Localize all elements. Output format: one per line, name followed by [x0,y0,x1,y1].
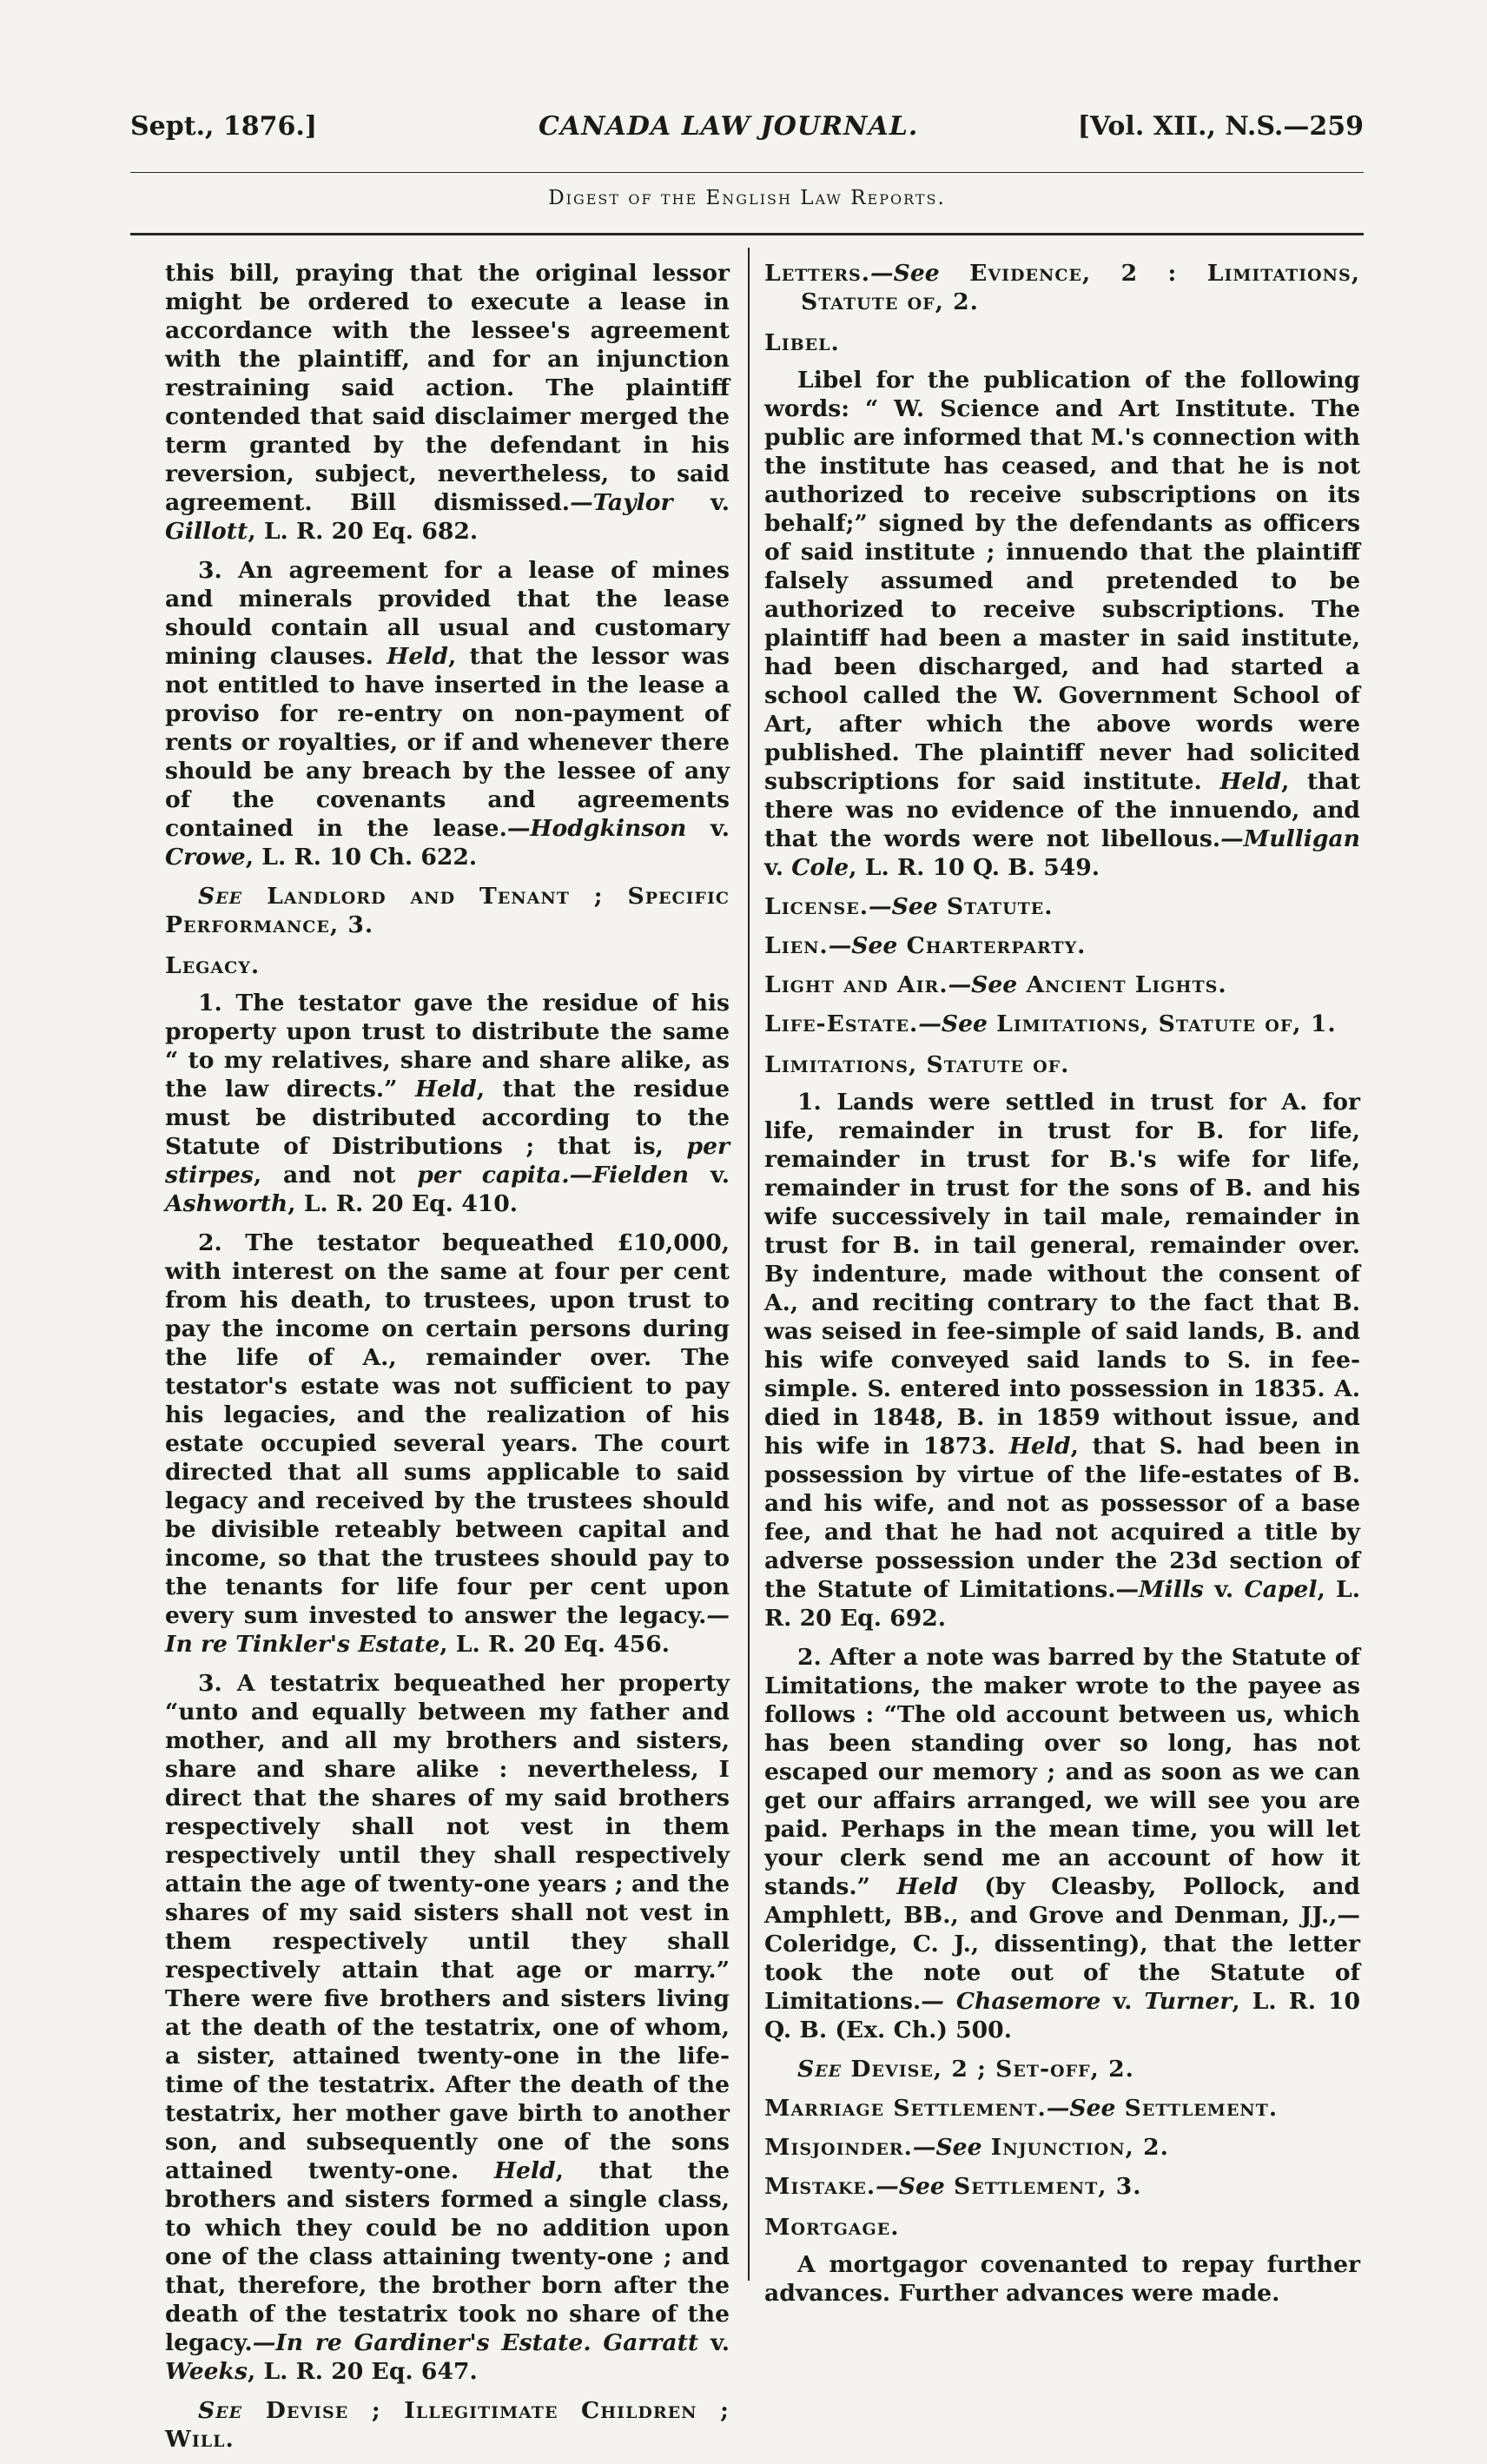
header-rule [130,233,1364,235]
see-also-devise-setoff: See Devise, 2 ; Set-off, 2. [797,2056,1134,2083]
see-also-landlord: See Landlord and Tenant ; Specific Performance, 3. [165,883,730,938]
running-head [130,111,1364,155]
left-column [165,259,730,2464]
issue-date: Sept., 1876.] [130,111,318,142]
paragraph-legacy-1: 1. The testator gave the residue of his property upon trust to distribute the same “ to my relatives, share and share alike, as the law directs.” Held, that the residue must be distributed according to the Statute of Distributions ; that is, per stirpes, and not per capita.—Fielden v. Ashworth, L. R. 20 Eq. 410. [165,990,730,1217]
digest-title: Digest of the English Law Reports. [548,187,946,209]
entry-misjoinder: Misjoinder.—See Injunction, 2. [764,2134,1169,2161]
paragraph-mortgage: A mortgagor covenanted to repay further advances. Further advances were made. [764,2251,1360,2307]
heading-limitations: Limitations, Statute of. [764,1051,1070,1078]
entry-light-and-air: Light and Air.—See Ancient Lights. [764,971,1227,998]
paragraph-legacy-3: 3. A testatrix bequeathed her property “unto and equally between my father and mother, and all my brothers and sisters, share and share alike : nevertheless, I direct that the shares of my said brothers respectively shall not vest in them respectively until they shall respectively attain the age of twenty-one years ; and the shares of my said sisters shall not vest in them respectively until they shall respectively attain that age or marry.” There were five brothers and sisters living at the death of the testatrix, one of whom, a sister, attained twenty-one in the life-time of the testatrix. After the death of the testatrix, her mother gave birth to another son, and subsequently one of the sons attained twenty-one. Held, that the brothers and sisters formed a single class, to which they could be no addition upon one of the class attaining twenty-one ; and that, therefore, the brother born after the death of the testatrix took no share of the legacy.—In re Gardiner's Estate. Garratt v. Weeks, L. R. 20 Eq. 647. [165,1670,730,2385]
paragraph-legacy-2: 2. The testator bequeathed £10,000, with interest on the same at four per cent from his death, to trustees, upon trust to pay the income on certain persons during the life of A., remainder over. The testator's estate was not sufficient to pay his legacies, and the realization of his estate occupied several years. The court directed that all sums applicable to said legacy and received by the trustees should be divisible reteably between capital and income, so that the trustees should pay to the tenants for life four per cent upon every sum invested to answer the legacy.—In re Tinkler's Estate, L. R. 20 Eq. 456. [165,1229,730,1658]
entry-letters: Letters.—See Evidence, 2 : Limitations, Statute of, 2. [764,260,1360,315]
right-column [764,259,1360,2318]
volume-page: [Vol. XII., N.S.—259 [1077,111,1364,142]
paragraph-limitations-2: 2. After a note was barred by the Statute of Limitations, the maker wrote to the payee as follows : “The old account between us, which has been standing over so long, has not escaped our memory ; and as soon as we can get our affairs arranged, we will see you are paid. Perhaps in the mean time, you will let your clerk send me an account of how it stands.” Held (by Cleasby, Pollock, and Amphlett, BB., and Grove and Denman, JJ.,—Coleridge, C. J., dissenting), that the letter took the note out of the Statute of Limitations.— Chasemore v. Turner, L. R. 10 Q. B. (Ex. Ch.) 500. [764,1644,1360,2043]
entry-mistake: Mistake.—See Settlement, 3. [764,2173,1142,2200]
paragraph-libel: Libel for the publication of the following words: “ W. Science and Art Institute. The public are informed that M.'s connection with the institute has ceased, and that he is not authorized to receive subscriptions on its behalf;” signed by the defendants as officers of said institute ; innuendo that the plaintiff falsely assumed and pretended to be authorized to receive subscriptions. The plaintiff had been a master in said institute, had been discharged, and had started a school called the W. Government School of Art, after which the above words were published. The plaintiff never had solicited subscriptions for said institute. Held, that there was no evidence of the innuendo, and that the words were not libellous.—Mulligan v. Cole, L. R. 10 Q. B. 549. [764,367,1360,881]
column-divider [748,248,750,2281]
paragraph-mines-lease: 3. An agreement for a lease of mines and minerals provided that the lease should contain all usual and customary mining clauses. Held, that the lessor was not entitled to have inserted in the lease a proviso for re-entry on non-payment of rents or royalties, or if and whenever there should be any breach by the lessee of any of the covenants and agreements contained in the lease.—Hodgkinson v. Crowe, L. R. 10 Ch. 622. [165,557,730,871]
top-rule [130,172,1364,173]
heading-legacy: Legacy. [165,952,261,979]
entry-license: License.—See Statute. [764,893,1054,920]
entry-marriage-settlement: Marriage Settlement.—See Settlement. [764,2095,1279,2122]
paragraph-limitations-1: 1. Lands were settled in trust for A. for life, remainder in trust for B. for life, remainder in trust for B.'s wife for life, remainder in trust for the sons of B. and his wife successively in tail male, remainder in trust for B. in tail general, remainder over. By indenture, made without the consent of A., and reciting contrary to the fact that B. was seised in fee-simple of said lands, B. and his wife conveyed said lands to S. in fee-simple. S. entered into possession in 1835. A. died in 1848, B. in 1859 without issue, and his wife in 1873. Held, that S. had been in possession by virtue of the life-estates of B. and his wife, and not as possessor of a base fee, and that he had not acquired a title by adverse possession under the 23d section of the Statute of Limitations.—Mills v. Capel, L. R. 20 Eq. 692. [764,1089,1360,1632]
see-also-devise: See Devise ; Illegitimate Children ; Will. [165,2397,730,2453]
entry-life-estate: Life-Estate.—See Limitations, Statute of, 1. [764,1010,1337,1037]
paragraph-continuation: this bill, praying that the original lessor might be ordered to execute a lease in accordance with the lessee's agreement with the plaintiff, and for an injunction restraining said action. The plaintiff contended that said disclaimer merged the term granted by the defendant in his reversion, subject, nevertheless, to said agreement. Bill dismissed.—Taylor v. Gillott, L. R. 20 Eq. 682. [165,260,730,545]
heading-libel: Libel. [764,329,840,356]
journal-title: CANADA LAW JOURNAL. [539,111,919,142]
heading-mortgage: Mortgage. [764,2214,900,2241]
entry-lien: Lien.—See Charterparty. [764,932,1087,959]
